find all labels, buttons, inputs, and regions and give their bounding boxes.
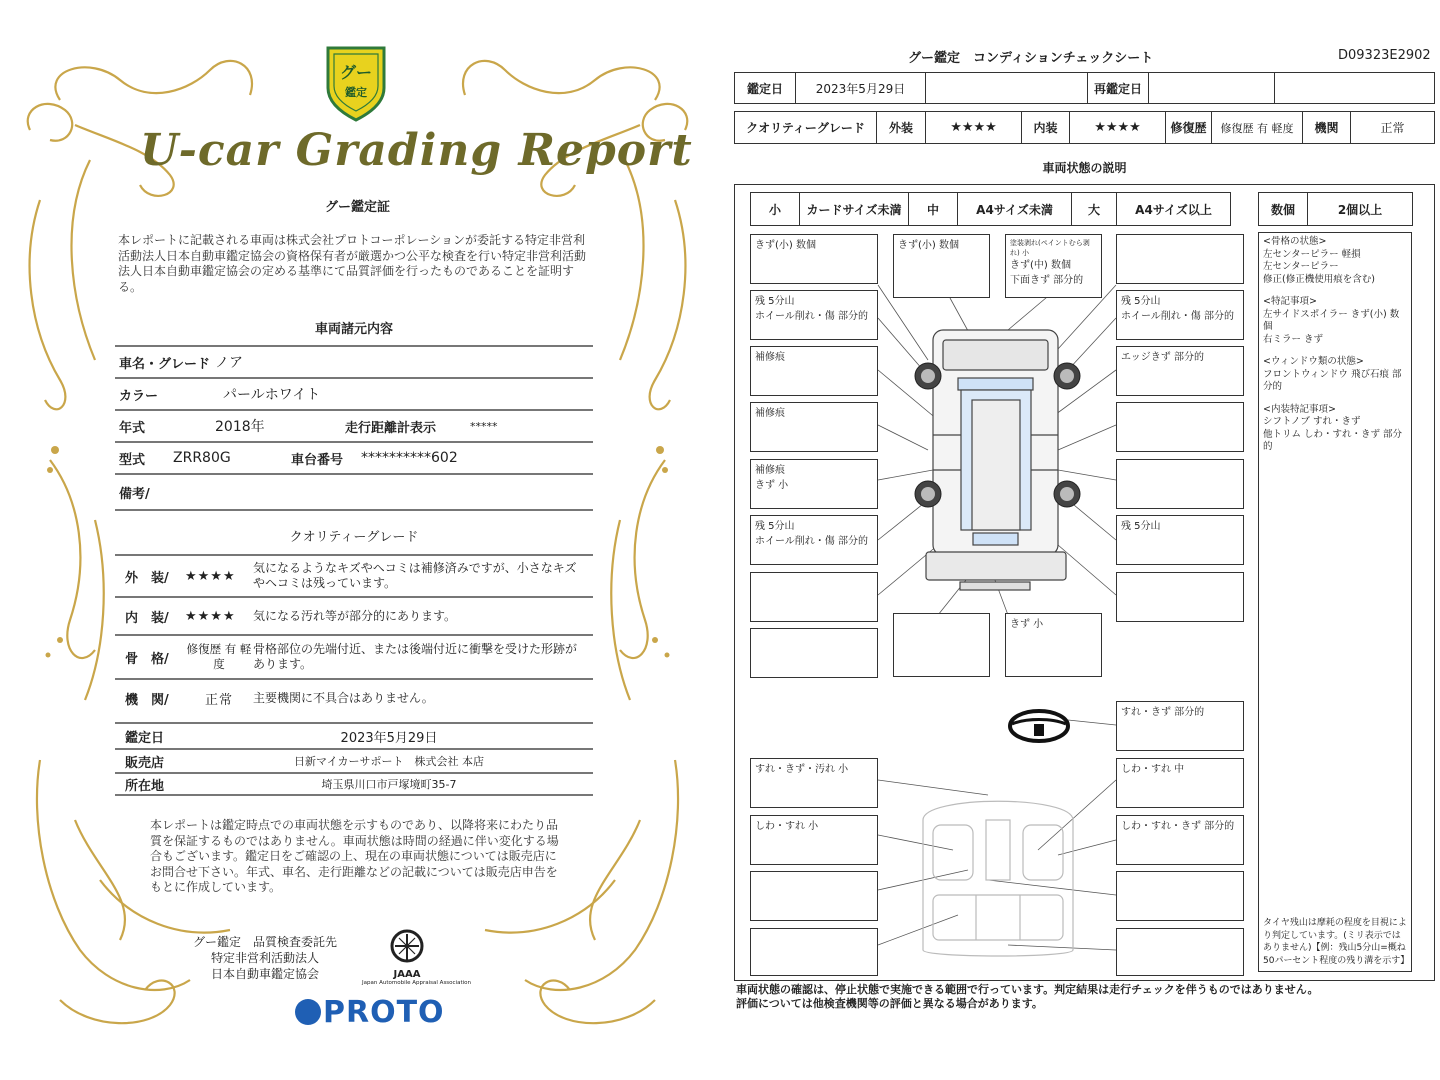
spec-value: ノア — [215, 355, 243, 371]
spec-value: ***** — [470, 419, 498, 433]
interior-diagram — [918, 790, 1078, 960]
callout-box: すれ・きず・汚れ 小 — [750, 758, 878, 808]
sheet-footer — [736, 983, 1318, 1011]
legend-large-desc: A4サイズ以上 — [1116, 192, 1231, 226]
quality-label: 骨 格/ — [125, 651, 169, 667]
callout-box — [1116, 402, 1244, 452]
spec-row-year — [115, 409, 593, 441]
callout-small: 塗装剥れ(ペイントむら剥れ) 小 — [1010, 239, 1090, 257]
spec-value: 2018年 — [215, 419, 265, 435]
sheet-code: D09323E2902 — [1338, 48, 1431, 63]
callout-line: 残 5分山 — [755, 521, 795, 532]
footer-line: 車両状態の確認は、停止状態で実施できる範囲で行っています。判定結果は走行チェックを伴うものではありません。 — [736, 983, 1319, 996]
note-line: 左サイドスポイラー きず(小) 数個 — [1263, 308, 1400, 332]
note-head: <骨格の状態> — [1263, 236, 1327, 247]
repair-label: 修復歴 — [1165, 111, 1212, 144]
quality-desc: 気になるようなキズやヘコミは補修済みですが、小さなキズやヘコミは残っています。 — [253, 561, 577, 590]
legend-mid-desc: A4サイズ未満 — [957, 192, 1072, 226]
detail-value: 日新マイカーサポート 株式会社 本店 — [294, 755, 484, 768]
spec-value: **********602 — [361, 450, 458, 466]
detail-label: 所在地 — [125, 778, 165, 794]
note-group — [1263, 404, 1407, 454]
note-head: <ウィンドウ類の状態> — [1263, 356, 1364, 367]
note-group — [1263, 236, 1407, 286]
committee-line: 日本自動車鑑定協会 — [210, 967, 319, 981]
spec-label: 走行距離計表示 — [345, 420, 437, 436]
note-line: 右ミラー きず — [1263, 333, 1324, 345]
grading-certificate — [0, 0, 715, 1080]
spec-label: 車名・グレード — [119, 356, 211, 372]
callout-box: きず 小 — [1005, 613, 1102, 677]
spec-label: 車台番号 — [291, 452, 344, 468]
callout-line: ホイール削れ・傷 部分的 — [755, 536, 868, 547]
quality-row-interior — [115, 596, 593, 634]
legend-small: 小 — [750, 192, 800, 226]
callout-box: 補修痕 — [750, 402, 878, 452]
callout-box — [750, 628, 878, 678]
committee-block — [180, 934, 350, 982]
detail-value: 埼玉県川口市戸塚境町35-7 — [321, 778, 457, 791]
ext-label: 外装 — [876, 111, 926, 144]
committee-line: 特定非営利活動法人 — [210, 951, 319, 965]
callout-line: きず 小 — [755, 480, 789, 491]
intro-text: 本レポートに記載される車両は株式会社プロトコーポレーションが委託する特定非営利活動法人日本自動車鑑定協会の資格保有者が厳選かつ公平な検査を行い特定非営利活動法人日本自動車鑑定協会の定める基準にて品質評価を行ったものであることを証明する。 — [118, 233, 587, 294]
spec-row-name — [115, 345, 593, 377]
callout-line: 補修痕 — [755, 465, 785, 476]
disclaimer-text: 本レポートは鑑定時点での車両状態を示すものであり、以降将来にわたり品質を保証するものではありません。車両状態は時間の経過に伴い変化する場合もございます。鑑定日をご確認の上、現在の車両状態については販売店にお問合せ下さい。年式、車名、走行距離などの記載については販売店申告をもとに作成しています。 — [150, 818, 559, 894]
note-head: <内装特記事項> — [1263, 403, 1336, 415]
legend-count-desc: 2個以上 — [1307, 192, 1413, 226]
certificate-title: グー鑑定証 — [324, 200, 390, 215]
engine-value: 正常 — [1350, 111, 1435, 144]
badge-line2: 鑑定 — [345, 86, 367, 99]
grade-label: クオリティーグレード — [734, 111, 877, 144]
quality-desc: 骨格部位の先端付近、または後端付近に衝撃を受けた形跡があります。 — [253, 642, 578, 671]
note-line: 左センターピラー 軽損 — [1263, 248, 1361, 260]
footer-line: 評価については他検査機関等の評価と異なる場合があります。 — [736, 997, 1043, 1010]
jaaa-logo-icon — [362, 926, 471, 986]
quality-label: 機 関/ — [125, 692, 169, 708]
proto-text: PROTO — [323, 995, 445, 1030]
repair-value: 修復歴 有 軽度 — [1211, 111, 1303, 144]
spec-row-model — [115, 441, 593, 473]
condition-check-sheet — [728, 0, 1440, 1080]
specs-heading: 車両諸元内容 — [314, 322, 393, 337]
jaaa-text: JAAA — [393, 969, 421, 980]
callout-box — [1116, 459, 1244, 509]
quality-row-exterior — [115, 554, 593, 596]
quality-value: 修復歴 有 軽度 — [186, 642, 252, 671]
callout-box — [1116, 871, 1244, 921]
quality-label: 外 装/ — [125, 570, 169, 586]
legend-mid: 中 — [908, 192, 958, 226]
detail-label: 鑑定日 — [125, 730, 165, 746]
legend-small-desc: カードサイズ未満 — [799, 192, 909, 226]
quality-heading: クオリティーグレード — [289, 530, 419, 545]
note-line: 修正(修正機使用痕を含む) — [1263, 273, 1375, 285]
int-label: 内装 — [1021, 111, 1070, 144]
callout-box: しわ・すれ・きず 部分的 — [1116, 815, 1244, 865]
callout-box: きず(小) 数個 — [750, 234, 878, 284]
engine-label: 機関 — [1302, 111, 1351, 144]
script-title: U-car Grading Report — [140, 125, 693, 176]
quality-row-engine — [115, 678, 593, 716]
callout-line: ホイール削れ・傷 部分的 — [755, 311, 868, 322]
callout-box: すれ・きず 部分的 — [1116, 701, 1244, 751]
jaaa-subtext: Japan Automobile Appraisal Association — [362, 980, 471, 986]
quality-row-frame — [115, 634, 593, 678]
detail-value: 2023年5月29日 — [340, 730, 438, 746]
ext-stars: ★★★★ — [925, 111, 1022, 144]
note-line: 他トリム しわ・すれ・きず 部分的 — [1263, 428, 1403, 452]
legend-count: 数個 — [1258, 192, 1308, 226]
tire-note: タイヤ残山は摩耗の程度を目視により判定しています。(ミリ表示ではありません)【例：残山5分山=概ね50パーセント程度の残り溝を示す】 — [1263, 918, 1410, 966]
callout-box — [1116, 234, 1244, 284]
callout-line: 下面きず 部分的 — [1010, 275, 1084, 286]
callout-box: 残 5分山 — [1116, 515, 1244, 565]
callout-box — [750, 871, 878, 921]
date-label: 鑑定日 — [734, 72, 796, 104]
callout-line: 残 5分山 — [1121, 296, 1161, 307]
steering-wheel-icon — [1006, 706, 1072, 746]
callout-box — [750, 928, 878, 976]
callout-box — [750, 459, 878, 509]
int-stars: ★★★★ — [1069, 111, 1166, 144]
detail-row-location — [115, 772, 593, 796]
spec-label: 年式 — [119, 420, 146, 436]
callout-box — [1116, 928, 1244, 976]
callout-box — [750, 572, 878, 622]
quality-stars: ★★★★ — [185, 608, 236, 624]
committee-line: グー鑑定 品質検査委託先 — [192, 935, 337, 949]
date-value: 2023年5月29日 — [795, 72, 926, 104]
spec-label: カラー — [119, 388, 159, 404]
quality-label: 内 装/ — [125, 610, 169, 626]
callout-box: しわ・すれ 中 — [1116, 758, 1244, 808]
spec-label: 備考/ — [119, 486, 150, 502]
callout-box: きず(小) 数個 — [893, 234, 990, 298]
callout-line: 残 5分山 — [755, 296, 795, 307]
callout-box: 補修痕 — [750, 346, 878, 396]
spec-row-remarks — [115, 473, 593, 511]
callout-line: きず(中) 数個 — [1010, 260, 1071, 271]
quality-stars: ★★★★ — [185, 568, 236, 584]
note-group — [1263, 356, 1407, 394]
callout-box — [750, 515, 878, 565]
spec-value: ZRR80G — [173, 450, 231, 466]
spec-row-color — [115, 377, 593, 409]
callout-box: エッジきず 部分的 — [1116, 346, 1244, 396]
detail-row-dealer — [115, 748, 593, 772]
notes-panel — [1258, 232, 1412, 972]
note-line: シフトノブ すれ・きず — [1263, 416, 1361, 427]
reappraise-label: 再鑑定日 — [1087, 72, 1149, 104]
detail-label: 販売店 — [125, 755, 165, 771]
badge-line1: グー — [339, 63, 373, 82]
note-group — [1263, 296, 1407, 346]
callout-box — [1116, 572, 1244, 622]
quality-value: 正常 — [204, 692, 233, 708]
callout-box — [1116, 290, 1244, 340]
grade-badge-icon — [320, 40, 392, 122]
callout-line: ホイール削れ・傷 部分的 — [1121, 311, 1234, 322]
callout-box — [750, 290, 878, 340]
note-line: 左センターピラー — [1263, 261, 1339, 272]
callout-box: しわ・すれ 小 — [750, 815, 878, 865]
note-line: フロントウィンドウ 飛び石痕 部分的 — [1263, 368, 1402, 392]
callout-box — [1005, 234, 1102, 298]
spec-value: パールホワイト — [223, 387, 321, 403]
legend-large: 大 — [1071, 192, 1117, 226]
proto-logo — [295, 995, 445, 1030]
callout-box — [893, 613, 990, 677]
section-title: 車両状態の説明 — [734, 151, 1435, 185]
detail-row-date — [115, 722, 593, 748]
proto-mark-icon — [295, 999, 321, 1025]
spec-label: 型式 — [119, 452, 146, 468]
sheet-title: グー鑑定 コンディションチェックシート — [908, 51, 1154, 66]
quality-desc: 気になる汚れ等が部分的にあります。 — [253, 608, 457, 623]
quality-desc: 主要機関に不具合はありません。 — [253, 690, 434, 705]
note-head: <特記事項> — [1263, 296, 1317, 307]
